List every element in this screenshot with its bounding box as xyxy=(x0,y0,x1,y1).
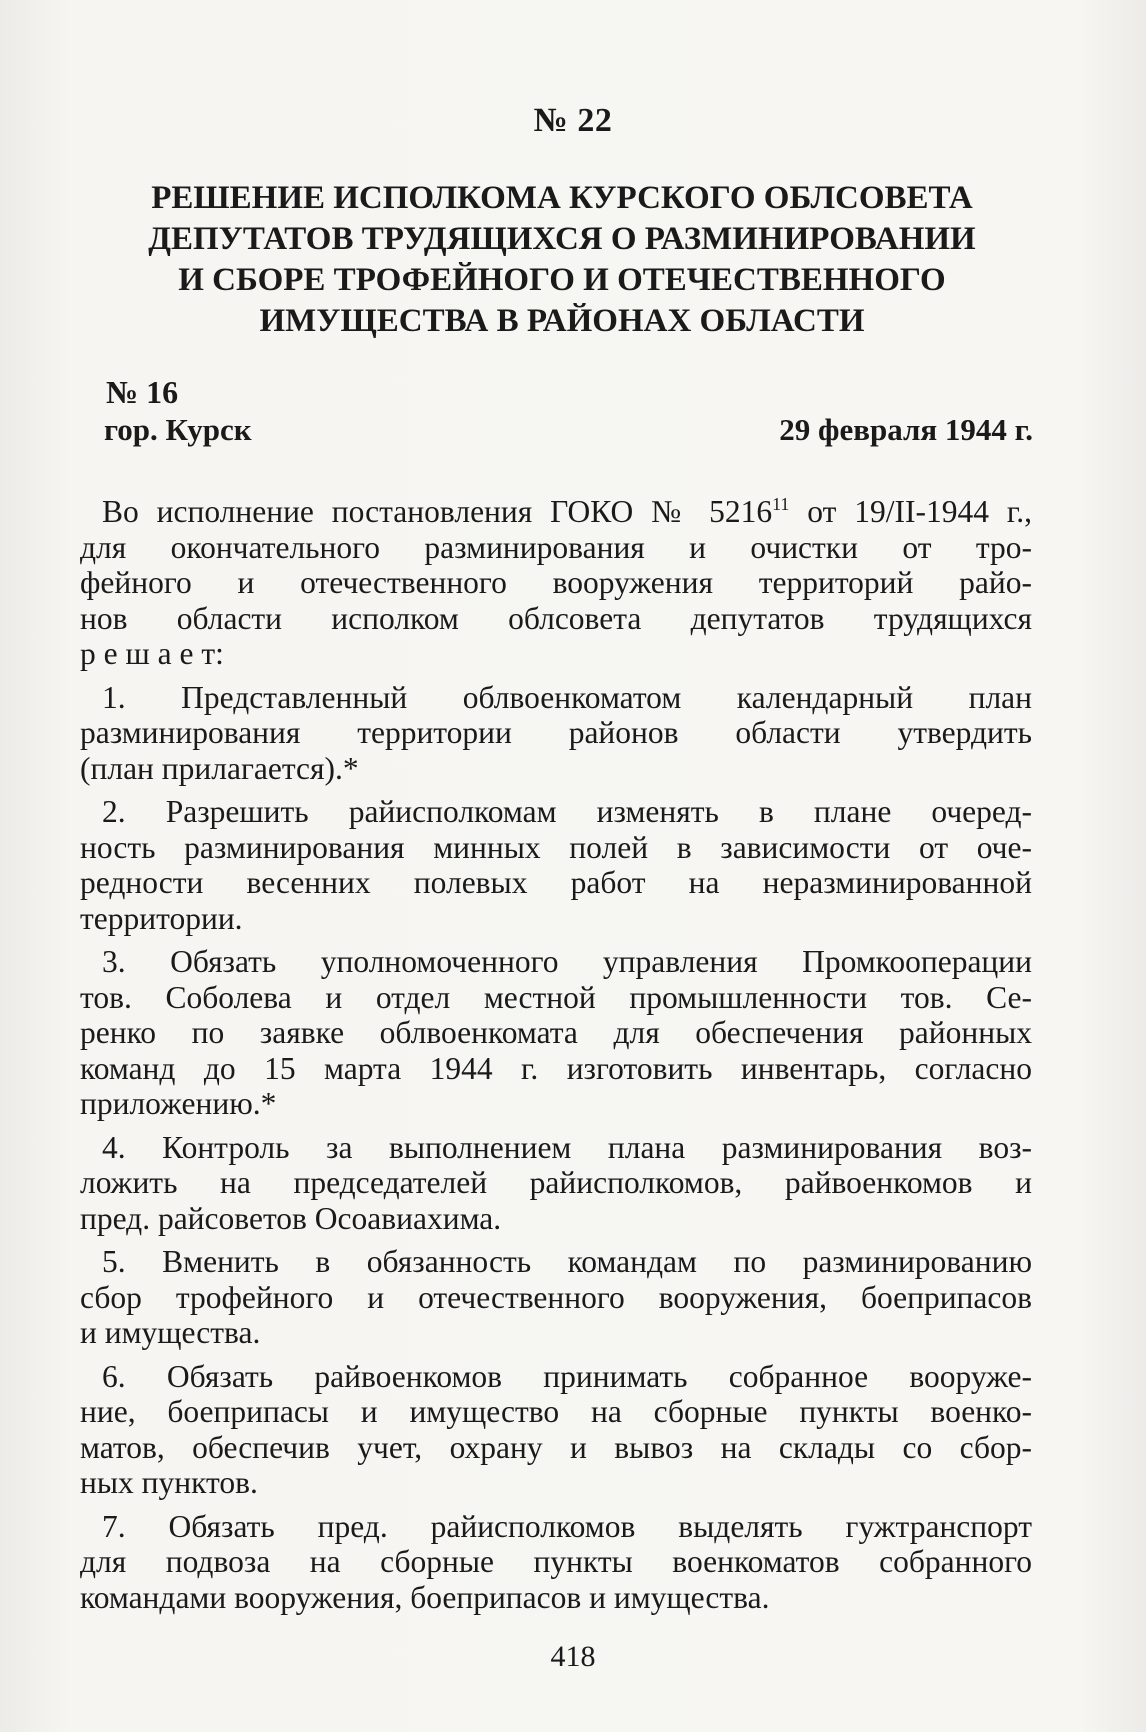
item-4-line: 4. Контроль за выполнением плана разминирования воз- xyxy=(102,1129,1032,1165)
item-6-line: ние, боеприпасы и имущество на сборные пункты военко- xyxy=(80,1394,1032,1429)
item-6-line: ных пунктов. xyxy=(80,1465,258,1500)
document-body xyxy=(80,494,1032,1615)
item-7-line: для подвоза на сборные пункты военкоматов собранного xyxy=(80,1544,1032,1579)
document-title xyxy=(82,178,1042,342)
item-4-line: ложить на председателей райисполкомов, райвоенкомов и xyxy=(80,1165,1032,1200)
footnote-ref: 11 xyxy=(772,494,790,514)
intro-line: нов области исполком облсовета депутатов трудящихся xyxy=(80,600,1032,636)
title-line: ИМУЩЕСТВА В РАЙОНАХ ОБЛАСТИ xyxy=(259,303,865,339)
item-7-line: 7. Обязать пред. райисполкомов выделять гужтранспорт xyxy=(102,1508,1032,1544)
item-3-line: тов. Соболева и отдел местной промышленности тов. Се- xyxy=(80,979,1032,1015)
item-3-line: команд до 15 марта 1944 г. изготовить инвентарь, согласно xyxy=(80,1050,1032,1086)
item-1-line: разминирования территории районов области утвердить xyxy=(80,715,1032,750)
intro-text: Во исполнение постановления ГОКО № 5216 xyxy=(102,494,773,529)
item-5-line: и имущества. xyxy=(80,1315,261,1350)
item-3-line: 3. Обязать уполномоченного управления Промкооперации xyxy=(102,944,1032,979)
item-6-line: 6. Обязать райвоенкомов принимать собранное вооруже- xyxy=(102,1358,1032,1394)
place: гор. Курск xyxy=(104,412,252,447)
title-line: ДЕПУТАТОВ ТРУДЯЩИХСЯ О РАЗМИНИРОВАНИИ xyxy=(148,221,976,257)
date: 29 февраля 1944 г. xyxy=(779,412,1033,447)
item-5-line: 5. Вменить в обязанность командам по разминированию xyxy=(102,1244,1032,1279)
item-1-line: 1. Представленный облвоенкоматом календарный план xyxy=(102,679,1032,715)
intro-text: от 19/II-1944 г., xyxy=(789,494,1032,529)
intro-line: фейного и отечественного вооружения территорий райо- xyxy=(80,565,1032,600)
item-3-line: ренко по заявке облвоенкомата для обеспечения районных xyxy=(80,1015,1032,1050)
item-2-line: 2. Разрешить райисполкомам изменять в плане очеред- xyxy=(102,794,1032,829)
item-4-line: пред. райсоветов Осоавиахима. xyxy=(80,1200,502,1236)
page-number: 418 xyxy=(550,1640,596,1673)
item-2-line: территории. xyxy=(80,900,243,936)
item-7-line: командами вооружения, боеприпасов и имущества. xyxy=(80,1579,770,1615)
intro-line: для окончательного разминирования и очистки от тро- xyxy=(80,529,1032,565)
item-3-line: приложению.* xyxy=(80,1086,277,1121)
document-number: № 22 xyxy=(533,102,613,139)
item-6-line: матов, обеспечив учет, охрану и вывоз на склады со сбор- xyxy=(80,1429,1032,1465)
item-2-line: редности весенних полевых работ на неразминированной xyxy=(80,865,1032,900)
item-1-line: (план прилагается).* xyxy=(80,750,359,786)
item-5-line: сбор трофейного и отечественного вооружения, боеприпасов xyxy=(80,1279,1032,1315)
item-2-line: ность разминирования минных полей в зависимости от оче- xyxy=(80,829,1032,865)
decision-number: № 16 xyxy=(106,374,179,410)
title-line: РЕШЕНИЕ ИСПОЛКОМА КУРСКОГО ОБЛСОВЕТА xyxy=(151,180,973,216)
intro-line: р е ш а е т: xyxy=(80,636,224,671)
title-line: И СБОРЕ ТРОФЕЙНОГО И ОТЕЧЕСТВЕННОГО xyxy=(178,262,946,298)
intro-line xyxy=(80,494,1032,530)
